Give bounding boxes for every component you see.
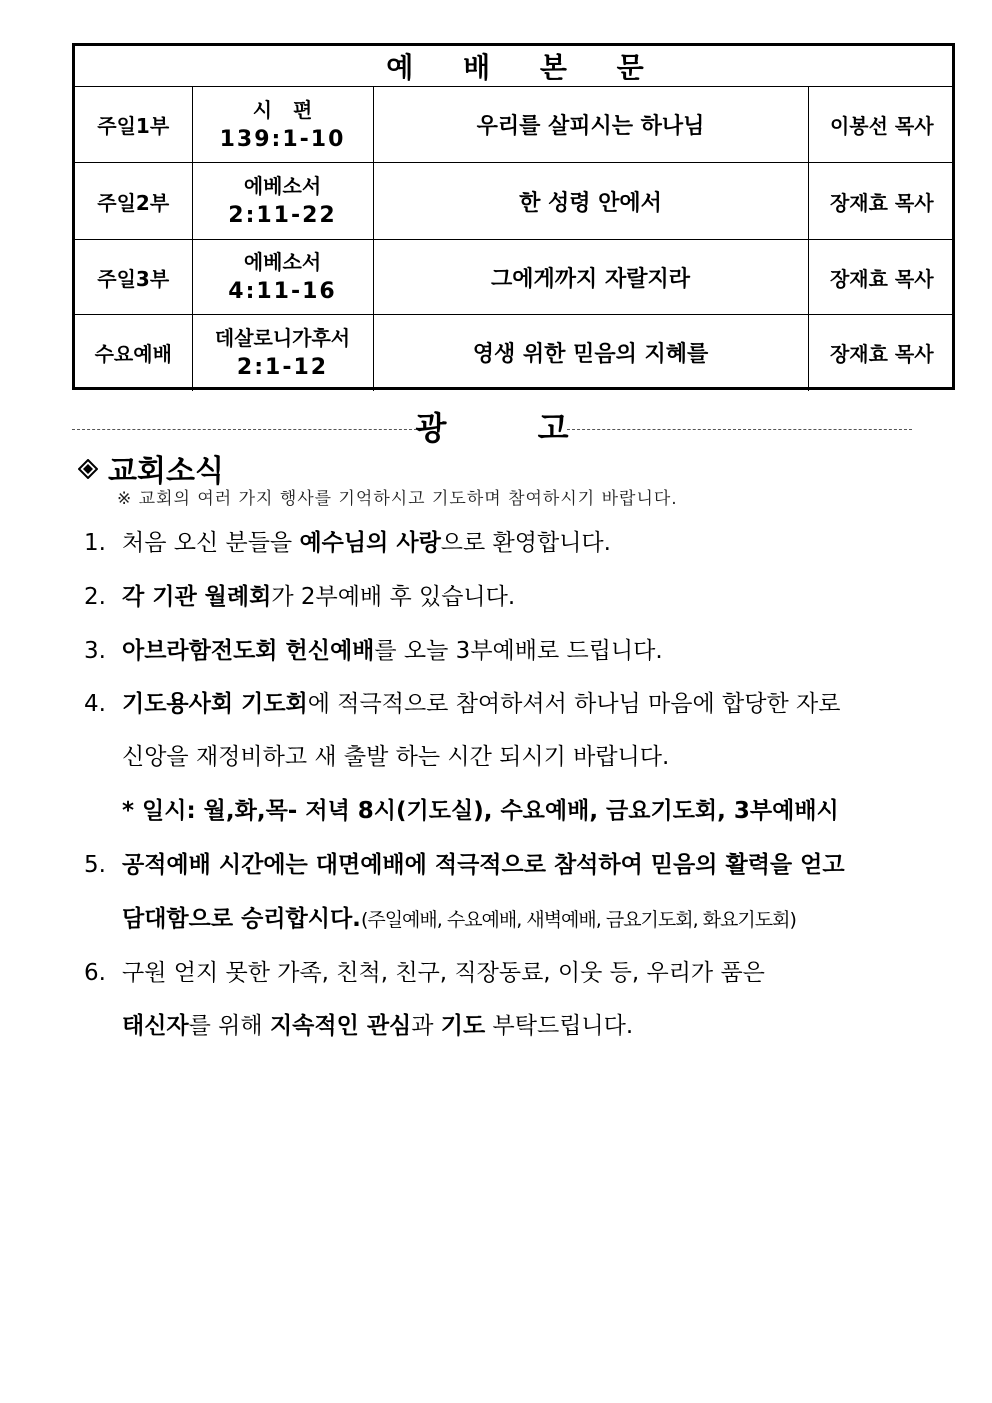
- service-name: 수요예배: [75, 315, 192, 391]
- item-emphasis: 기도: [440, 1013, 486, 1039]
- service-name: 주일3부: [75, 240, 192, 315]
- preacher-name: 장재효 목사: [808, 315, 955, 391]
- worship-table: [75, 46, 955, 391]
- item-emphasis: 태신자: [122, 1013, 189, 1039]
- list-item-schedule: * 일시: 월,화,목- 저녁 8시(기도실), 수요예배, 금요기도회, 3부예배시: [122, 798, 839, 824]
- item-emphasis: 각 기관 월례회: [122, 584, 272, 610]
- item-number: 6.: [84, 960, 106, 986]
- scripture-book: 에베소서: [243, 174, 322, 198]
- item-emphasis: 공적예배 시간에는 대면예배에 적극적으로 참석하여 믿음의 활력을 얻고: [122, 852, 845, 878]
- diamond-icon: [78, 452, 98, 472]
- item-number: 3.: [84, 638, 106, 664]
- sermon-title: 그에게까지 자랄지라: [373, 240, 808, 315]
- table-row: [75, 240, 955, 315]
- item-text: 를 위해: [188, 1013, 270, 1039]
- item-emphasis: 기도용사회 기도회: [122, 691, 308, 717]
- table-row: [75, 315, 955, 391]
- item-text: 으로 환영합니다.: [440, 530, 611, 556]
- worship-schedule-table: [72, 43, 955, 390]
- list-item: [84, 578, 515, 611]
- item-number: 1.: [84, 530, 106, 556]
- list-item-continuation: [122, 1007, 633, 1040]
- scripture-book: 에베소서: [243, 250, 322, 274]
- item-text: 를 오늘 3부예배로 드립니다.: [374, 638, 663, 664]
- service-name: 주일1부: [75, 87, 192, 163]
- item-text: 에 적극적으로 참여하셔서 하나님 마음에 합당한 자로: [307, 691, 841, 717]
- list-item: [84, 685, 840, 718]
- list-item-continuation: 신앙을 재정비하고 새 출발 하는 시간 되시기 바랍니다.: [122, 744, 670, 770]
- church-news-title: 교회소식: [108, 454, 224, 489]
- item-emphasis: 예수님의 사랑: [299, 530, 441, 556]
- item-number: 2.: [84, 584, 106, 610]
- item-text: 과: [411, 1013, 441, 1039]
- scripture-ref: [192, 315, 373, 391]
- preacher-name: 장재효 목사: [808, 163, 955, 240]
- table-row: [75, 87, 955, 163]
- scripture-book: 시 편: [252, 97, 313, 122]
- item-text: 구원 얻지 못한 가족, 친척, 친구, 직장동료, 이웃 등, 우리가 품은: [122, 960, 765, 986]
- preacher-name: 장재효 목사: [808, 240, 955, 315]
- church-news-note: ※ 교회의 여러 가지 행사를 기억하시고 기도하며 참여하시기 바랍니다.: [117, 489, 678, 509]
- item-emphasis: 아브라함전도회 헌신예배: [122, 638, 375, 664]
- item-text: 처음 오신 분들을: [122, 530, 300, 556]
- sermon-title: 한 성령 안에서: [373, 163, 808, 240]
- item-number: 4.: [84, 691, 106, 717]
- list-item: [84, 524, 611, 557]
- scripture-ref: [192, 163, 373, 240]
- scripture-ref: [192, 87, 373, 163]
- scripture-verse: 2:1-12: [236, 354, 329, 380]
- scripture-verse: 4:11-16: [228, 279, 337, 304]
- list-item: [84, 846, 845, 879]
- list-item-continuation: [122, 900, 796, 933]
- list-item: [84, 632, 663, 665]
- sermon-title: 영생 위한 믿음의 지혜를: [373, 315, 808, 391]
- table-row: [75, 163, 955, 240]
- item-text: (주일예배, 수요예배, 새벽예배, 금요기도회, 화요기도회): [360, 909, 796, 931]
- list-item: [84, 954, 765, 987]
- service-name: 주일2부: [75, 163, 192, 240]
- sermon-title: 우리를 살피시는 하나님: [373, 87, 808, 163]
- announcements-title: 광 고: [415, 409, 609, 447]
- announcements-header: [72, 403, 912, 447]
- preacher-name: 이봉선 목사: [808, 87, 955, 163]
- item-text: 부탁드립니다.: [485, 1013, 634, 1039]
- item-emphasis: 담대함으로 승리합시다.: [122, 906, 361, 932]
- scripture-book: 데살로니가후서: [214, 325, 351, 350]
- scripture-verse: 2:11-22: [228, 203, 337, 228]
- item-number: 5.: [84, 852, 106, 878]
- item-text: 가 2부예배 후 있습니다.: [271, 584, 516, 610]
- dashed-divider-right: [567, 429, 912, 430]
- item-emphasis: 지속적인 관심: [269, 1013, 412, 1039]
- scripture-ref: [192, 240, 373, 315]
- worship-table-title: 예 배 본 문: [75, 46, 955, 87]
- scripture-verse: 139:1-10: [219, 126, 346, 152]
